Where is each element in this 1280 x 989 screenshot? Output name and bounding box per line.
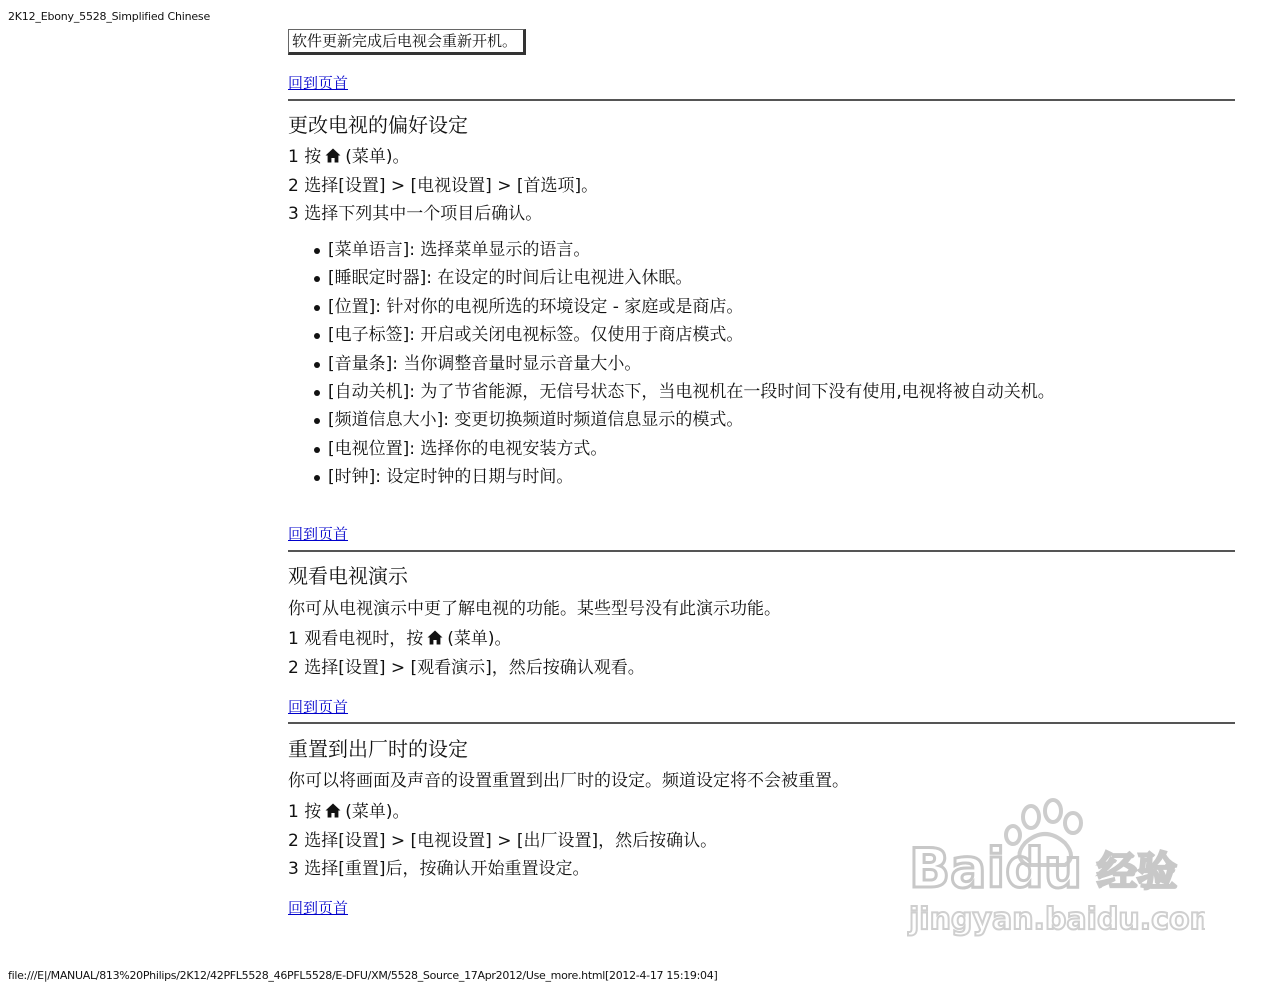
step-2: 2 选择[设置] > [电视设置] > [首选项]。 [288, 176, 599, 196]
list-item: [时钟]: 设定时钟的日期与时间。 [328, 463, 1055, 491]
step-2: 2 选择[设置] > [电视设置] > [出厂设置]，然后按确认。 [288, 831, 718, 851]
list-item: [自动关机]: 为了节省能源，无信号状态下，当电视机在一段时间下没有使用,电视将被自动关机。 [328, 378, 1055, 406]
section-title-preferences: 更改电视的偏好设定 [288, 113, 468, 137]
back-to-top-link[interactable]: 回到页首 [288, 525, 349, 543]
step-2: 2 选择[设置] > [观看演示]，然后按确认观看。 [288, 658, 645, 678]
back-to-top-link[interactable]: 回到页首 [288, 698, 349, 716]
step-text: 1 观看电视时，按 [288, 629, 424, 649]
step-1 [288, 797, 410, 823]
home-icon [325, 148, 341, 168]
home-icon [427, 630, 443, 650]
preference-options-list [328, 236, 1055, 492]
step-text: 1 按 [288, 147, 322, 167]
list-item: [电子标签]: 开启或关闭电视标签。仅使用于商店模式。 [328, 321, 1055, 349]
step-text-suffix: (菜单)。 [345, 802, 410, 822]
svg-text:经验: 经验 [1097, 849, 1177, 895]
back-to-top-link[interactable]: 回到页首 [288, 899, 349, 917]
step-3: 3 选择下列其中一个项目后确认。 [288, 204, 543, 224]
step-1 [288, 142, 410, 168]
section-intro: 你可以将画面及声音的设置重置到出厂时的设定。频道设定将不会被重置。 [288, 771, 849, 791]
list-item: [睡眠定时器]: 在设定的时间后让电视进入休眠。 [328, 264, 1055, 292]
source-file-url: file:///E|/MANUAL/813%20Philips/2K12/42PFL5528_46PFL5528/E-DFU/XM/5528_Source_17Apr2012/Use_more.html[2012-4-17 15:19:04] [8, 969, 718, 982]
step-1 [288, 624, 512, 650]
section-intro: 你可从电视演示中更了解电视的功能。某些型号没有此演示功能。 [288, 599, 781, 619]
step-text-suffix: (菜单)。 [345, 147, 410, 167]
list-item: [频道信息大小]: 变更切换频道时频道信息显示的模式。 [328, 406, 1055, 434]
section-divider [288, 722, 1235, 724]
step-text-suffix: (菜单)。 [447, 629, 512, 649]
list-item: [音量条]: 当你调整音量时显示音量大小。 [328, 350, 1055, 378]
update-note-box: 软件更新完成后电视会重新开机。 [288, 29, 526, 55]
document-title: 2K12_Ebony_5528_Simplified Chinese [8, 10, 211, 23]
section-divider [288, 99, 1235, 101]
home-icon [325, 803, 341, 823]
baidu-jingyan-watermark [905, 795, 1205, 945]
section-divider [288, 550, 1235, 552]
list-item: [位置]: 针对你的电视所选的环境设定 - 家庭或是商店。 [328, 293, 1055, 321]
step-3: 3 选择[重置]后，按确认开始重置设定。 [288, 859, 590, 879]
list-item: [菜单语言]: 选择菜单显示的语言。 [328, 236, 1055, 264]
section-title-demo: 观看电视演示 [288, 564, 408, 588]
back-to-top-link[interactable]: 回到页首 [288, 74, 349, 92]
section-title-reset: 重置到出厂时的设定 [288, 737, 468, 761]
list-item: [电视位置]: 选择你的电视安装方式。 [328, 435, 1055, 463]
svg-text:Baidu: Baidu [909, 837, 1083, 900]
step-text: 1 按 [288, 802, 322, 822]
svg-text:jingyan.baidu.com: jingyan.baidu.com [909, 902, 1205, 937]
